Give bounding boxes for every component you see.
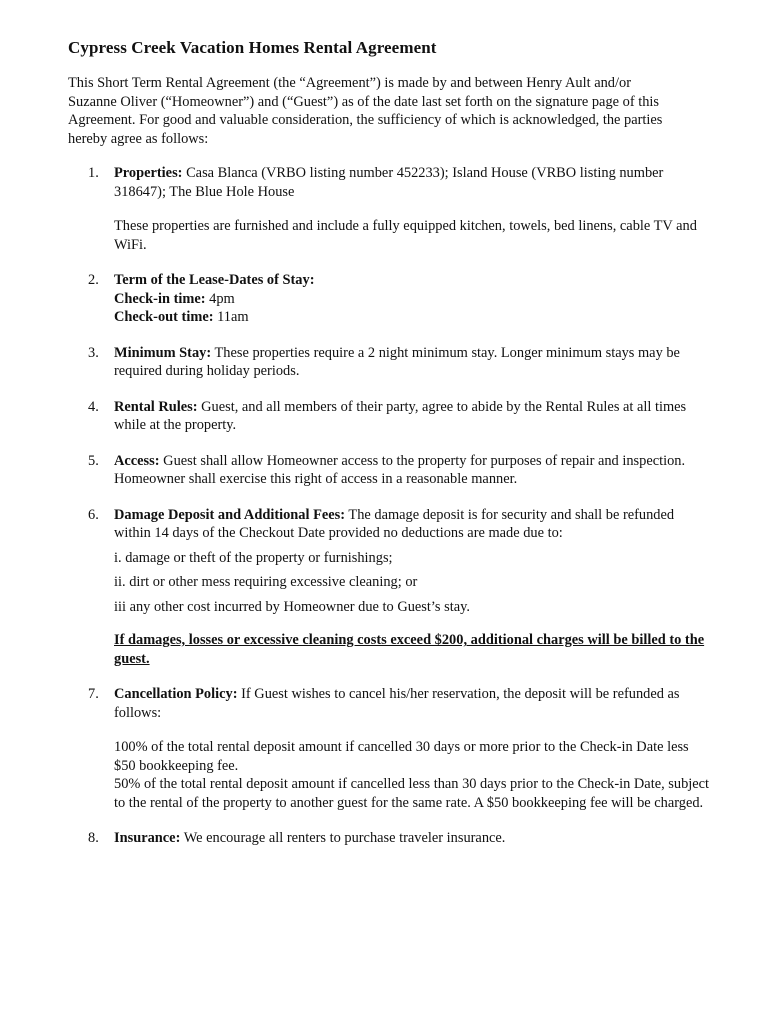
section-label: Insurance:: [114, 830, 181, 846]
section-label: Cancellation Policy:: [114, 686, 238, 702]
section-number: 4.: [88, 398, 99, 415]
section-number: 1.: [88, 165, 99, 181]
section-number: 2.: [88, 272, 99, 288]
checkin-value: 4pm: [209, 290, 235, 307]
checkin-time: [114, 290, 710, 309]
section-insurance: [68, 829, 710, 848]
checkout-value: 11am: [217, 309, 249, 325]
section-text: If Guest wishes to cancel his/her reservation, the deposit will be refunded as follows:: [114, 686, 680, 721]
section-label: Damage Deposit and Additional Fees:: [114, 506, 346, 523]
section-text: The damage deposit is for security and shall be refunded within 14 days of the Checkout Date provided no deductions are made due to:: [114, 506, 675, 541]
section-text: We encourage all renters to purchase traveler insurance.: [183, 830, 506, 846]
checkout-time: [114, 308, 710, 327]
section-body: [114, 164, 710, 201]
section-minimum-stay: [68, 344, 710, 381]
checkout-label: Check-out time:: [114, 309, 214, 325]
section-damage-deposit: [68, 506, 710, 669]
section-cancellation-policy: [68, 685, 710, 812]
page-title: Cypress Creek Vacation Homes Rental Agreement: [68, 38, 437, 57]
refund-full: 100% of the total rental deposit amount if cancelled 30 days or more prior to the Check-in Date less $50 bookkeeping fee.: [114, 739, 689, 774]
section-term: [68, 271, 710, 327]
section-text: Guest shall allow Homeowner access to the property for purposes of repair and inspection. Homeowner shall exercise this right of access in a reasonable manner.: [114, 452, 686, 487]
section-body: [114, 398, 710, 435]
section-label: Access:: [114, 452, 160, 469]
section-label: Term of the Lease-Dates of Stay:: [114, 272, 315, 288]
section-body: [114, 829, 710, 848]
section-body: [114, 506, 710, 543]
deduction-item: i. damage or theft of the property or furnishings;: [114, 549, 393, 566]
section-extra: These properties are furnished and include a fully equipped kitchen, towels, bed linens, cable TV and WiFi.: [114, 218, 697, 253]
section-label: Minimum Stay:: [114, 344, 212, 361]
section-properties: [68, 164, 710, 254]
section-label: Properties:: [114, 165, 183, 181]
section-number: 3.: [88, 344, 99, 361]
section-access: [68, 452, 710, 489]
additional-charges-notice: If damages, losses or excessive cleaning costs exceed $200, additional charges will be billed to the guest.: [114, 632, 705, 667]
intro-paragraph: This Short Term Rental Agreement (the “Agreement”) is made by and between Henry Ault and/or Suzanne Oliver (“Homeowner”) and (“Guest”) as of the date last set forth on the signature page of this Agreement. For good and valuable consideration, the sufficiency of which is acknowledged, the parties hereby agree as follows:: [68, 75, 663, 147]
section-label: Rental Rules:: [114, 398, 198, 415]
section-number: 6.: [88, 506, 99, 523]
agreement-sections: [68, 164, 710, 848]
section-body: [114, 344, 710, 381]
section-text: Guest, and all members of their party, agree to abide by the Rental Rules at all times while at the property.: [114, 398, 687, 433]
section-number: 7.: [88, 686, 99, 702]
checkin-label: Check-in time:: [114, 290, 206, 307]
section-text: These properties require a 2 night minimum stay. Longer minimum stays may be required during holiday periods.: [114, 344, 680, 379]
section-number: 5.: [88, 452, 99, 469]
section-body: [114, 685, 710, 722]
refund-half: 50% of the total rental deposit amount if cancelled less than 30 days prior to the Check-in Date, subject to the rental of the property to another guest for the same rate. A $50 bookkeeping fee will be charged.: [114, 776, 710, 811]
section-text: Casa Blanca (VRBO listing number 452233); Island House (VRBO listing number 318647); The Blue Hole House: [114, 165, 664, 200]
section-rental-rules: [68, 398, 710, 435]
deduction-item: ii. dirt or other mess requiring excessive cleaning; or: [114, 574, 418, 590]
section-number: 8.: [88, 830, 99, 846]
deduction-item: iii any other cost incurred by Homeowner due to Guest’s stay.: [114, 598, 470, 615]
section-body: [114, 452, 710, 489]
